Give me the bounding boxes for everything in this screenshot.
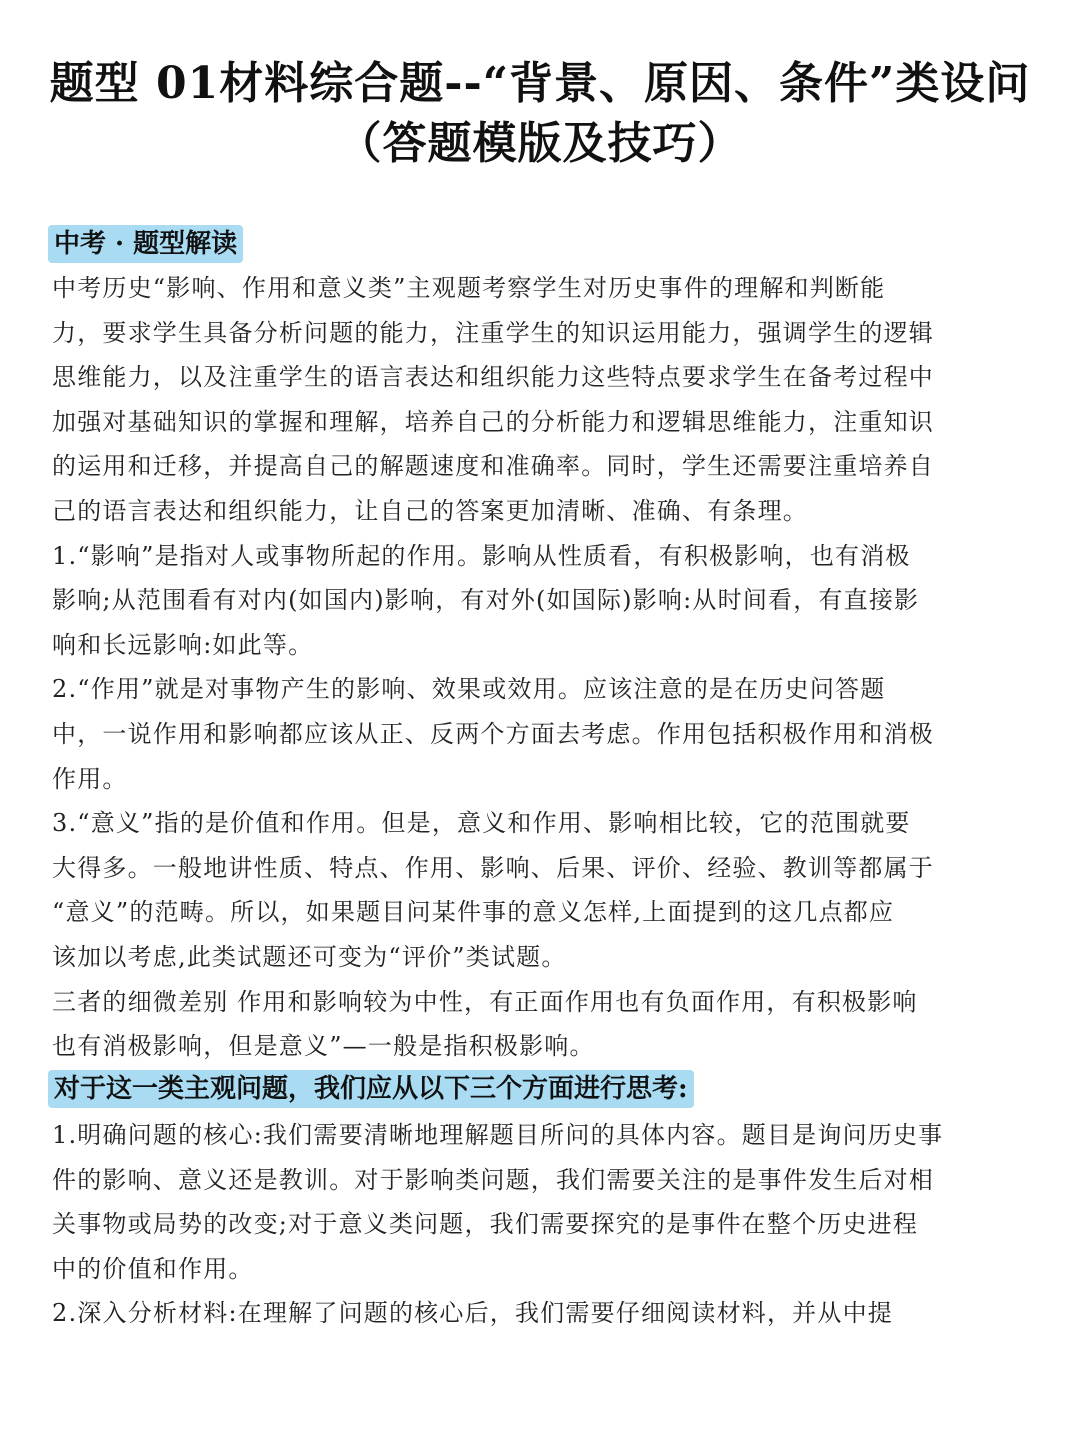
intro-paragraph — [52, 266, 1036, 534]
text-line: 中，一说作用和影响都应该从正、反两个方面去考虑。作用包括积极作用和消极 — [52, 719, 934, 748]
text-line: 响和长远影响:如此等。 — [52, 630, 314, 659]
section-label-thinking-aspects: 对于这一类主观问题，我们应从以下三个方面进行思考: — [48, 1070, 694, 1108]
text-line: 中的价值和作用。 — [52, 1254, 254, 1283]
text-line: 力，要求学生具备分析问题的能力，注重学生的知识运用能力，强调学生的逻辑 — [52, 318, 934, 347]
text-line: 2.“作用”就是对事物产生的影响、效果或效用。应该注意的是在历史问答题 — [52, 675, 886, 704]
point-influence-paragraph — [52, 534, 1036, 668]
text-line: 中考历史“影响、作用和意义类”主观题考察学生对历史事件的理解和判断能 — [52, 274, 886, 302]
text-line: 该加以考虑,此类试题还可变为“评价”类试题。 — [52, 942, 567, 971]
point-significance-paragraph — [52, 801, 1036, 979]
text-line: 的运用和迁移，并提高自己的解题速度和准确率。同时，学生还需要注重培养自 — [52, 452, 934, 481]
point-function-paragraph — [52, 667, 1036, 801]
text-line: 大得多。一般地讲性质、特点、作用、影响、后果、评价、经验、教训等都属于 — [52, 853, 934, 882]
text-line: 思维能力，以及注重学生的语言表达和组织能力这些特点要求学生在备考过程中 — [52, 363, 934, 392]
text-line: 件的影响、意义还是教训。对于影响类问题，我们需要关注的是事件发生后对相 — [52, 1165, 934, 1194]
text-line: 1.“影响”是指对人或事物所起的作用。影响从性质看，有积极影响，也有消极 — [52, 541, 911, 570]
page-title-line2: （答题模版及技巧） — [337, 118, 743, 169]
difference-paragraph — [52, 980, 1036, 1069]
text-line: 2.深入分析材料:在理解了问题的核心后，我们需要仔细阅读材料，并从中提 — [52, 1299, 893, 1328]
text-line: 己的语言表达和组织能力，让自己的答案更加清晰、准确、有条理。 — [52, 496, 808, 525]
text-line: 三者的细微差别 作用和影响较为中性，有正面作用也有负面作用，有积极影响 — [52, 987, 918, 1016]
text-line: 3.“意义”指的是价值和作用。但是，意义和作用、影响相比较，它的范围就要 — [52, 809, 911, 838]
text-line: 加强对基础知识的掌握和理解，培养自己的分析能力和逻辑思维能力，注重知识 — [52, 407, 934, 436]
text-line: 也有消极影响，但是意义”—一般是指积极影响。 — [52, 1032, 595, 1061]
step-clarify-core-paragraph — [52, 1113, 1036, 1291]
text-line: 影响;从范围看有对内(如国内)影响，有对外(如国际)影响:从时间看，有直接影 — [52, 586, 920, 615]
page-title-line1: 题型 01材料综合题--“背景、原因、条件”类设问 — [49, 58, 1031, 109]
step-analyze-material-paragraph — [52, 1291, 1036, 1336]
text-line: 1.明确问题的核心:我们需要清晰地理解题目所问的具体内容。题目是询问历史事 — [52, 1121, 944, 1149]
text-line: “意义”的范畴。所以，如果题目问某件事的意义怎样,上面提到的这几点都应 — [52, 898, 895, 927]
text-line: 作用。 — [52, 764, 128, 793]
section-label-exam-interpretation: 中考 · 题型解读 — [48, 225, 243, 263]
text-line: 关事物或局势的改变;对于意义类问题，我们需要探究的是事件在整个历史进程 — [52, 1210, 919, 1239]
